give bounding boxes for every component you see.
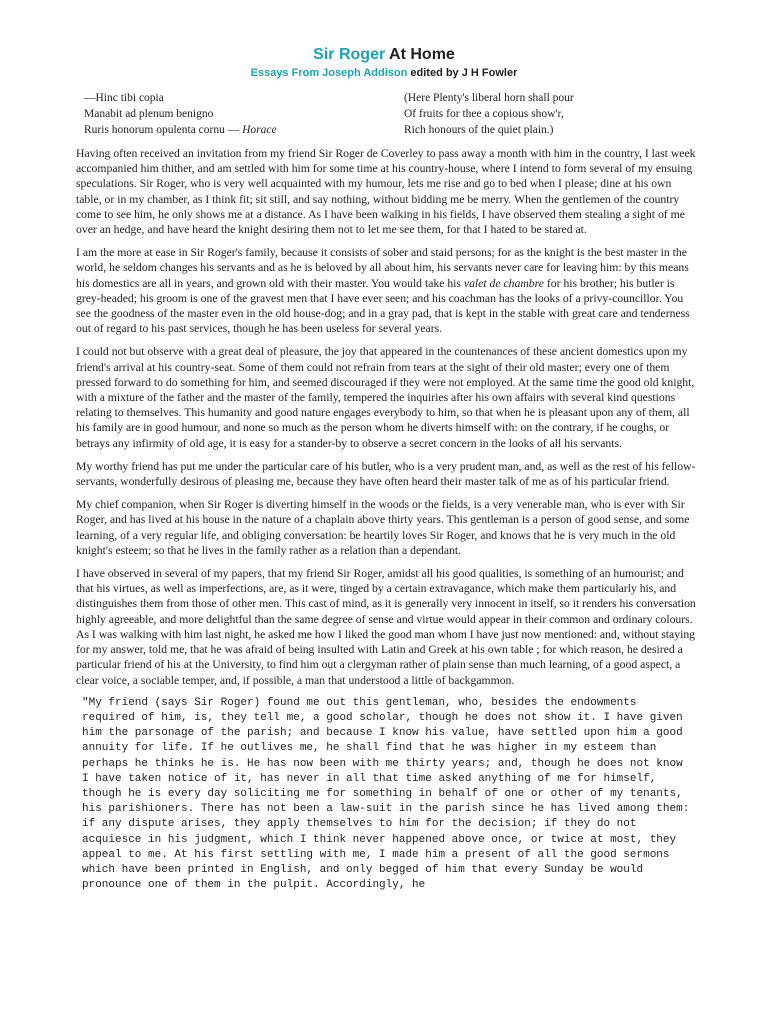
subtitle-accent: Essays From Joseph Addison xyxy=(250,67,408,79)
epigraph-author: Horace xyxy=(242,124,277,136)
epigraph-latin-line: —Hinc tibi copia xyxy=(84,92,164,104)
paragraph: My chief companion, when Sir Roger is diverting himself in the woods or the fields, is a very venerable man, who is ever with Sir Roger, and has lived at his house in the nature of a chaplain above thirty years. This gentleman is a person of good sense, and some learning, of a very regular life, and obliging conversation: be heartily loves Sir Roger, and knows that he is very much in the old knight's esteem; so that he lives in the family rather as a relation than a dependant. xyxy=(76,498,690,557)
epigraph-latin-line: Manabit ad plenum benigno xyxy=(84,108,214,120)
page-title xyxy=(0,46,768,64)
epigraph-latin xyxy=(84,90,277,138)
paragraph-text: for his brother; his butler is grey-headed; his groom is one of the gravest men that I have ever seen; and his coachman has the looks of a privy-councillor. You see the goodness of the master even in the old house-dog; and in a gray pad, that is kept in the stable with great care and tenderness out of regard to his past services, though he has been useless for several years. xyxy=(76,276,690,336)
essay-body xyxy=(76,146,696,893)
page-subtitle xyxy=(0,67,768,79)
epigraph-english-line: (Here Plenty's liberal horn shall pour xyxy=(404,92,574,104)
block-quote: "My friend (says Sir Roger) found me out this gentleman, who, besides the endowments required of him, is, they tell me, a good scholar, though he does not show it. I have given him the parsonage of the parish; and because I know his value, have settled upon him a good annuity for life. If he outlives me, he shall find that he was higher in my esteem than perhaps he thinks he is. He has now been with me thirty years; and, though he does not know I have taken notice of it, has never in all that time asked anything of me for himself, though he is every day soliciting me for something in behalf of one or other of my tenants, his parishioners. There has not been a law-suit in the parish since he has lived among them: if any dispute arises, they apply themselves to him for the decision; if they do not acquiesce in his judgment, which I think never happened above once, or twice at most, they appeal to me. At his first settling with me, I made him a present of all the good sermons which have been printed in English, and only begged of him that every Sunday be would pronounce one of them in the pulpit. Accordingly, he xyxy=(82,696,690,892)
subtitle-rest: edited by J H Fowler xyxy=(410,67,518,79)
paragraph: I have observed in several of my papers, that my friend Sir Roger, amidst all his good qualities, is something of an humourist; and that his virtues, as well as imperfections, are, as it were, tinged by a certain extravagance, which make them particularly his, and distinguishes them from those of other men. This cast of mind, as it is generally very innocent in itself, so it renders his conversation highly agreeable, and more delightful than the same degree of sense and virtue would appear in their common and ordinary colours. As I was walking with him last night, he asked me how I liked the good man whom I have just now mentioned: and, without staying for my answer, told me, that he was afraid of being insulted with Latin and Greek at his own table ; for which reason, he desired a particular friend of his at the University, to find him out a clergyman rather of plain sense than much learning, of a good aspect, a clear voice, a sociable temper, and, if possible, a man that understood a little of backgammon. xyxy=(76,567,696,687)
paragraph: Having often received an invitation from my friend Sir Roger de Coverley to pass away a month with him in the country, I last week accompanied him thither, and am settled with him for some time at his country-house, where I intend to form several of my ensuing speculations. Sir Roger, who is very well acquainted with my humour, lets me rise and go to bed when I please; dine at his own table, or in my chamber, as I think fit; sit still, and say nothing, without bidding me be merry. When the gentlemen of the country come to see him, he only shows me at a distance. As I have been walking in his fields, I have observed them stealing a sight of me over an hedge, and have heard the knight desiring them not to let me see them, for that I hated to be stared at. xyxy=(76,147,696,237)
paragraph xyxy=(76,245,696,336)
title-rest: At Home xyxy=(389,46,455,63)
epigraph-english-line: Rich honours of the quiet plain.) xyxy=(404,124,554,136)
paragraph: My worthy friend has put me under the particular care of his butler, who is a very prudent man, and, as well as the rest of his fellow-servants, wonderfully desirous of pleasing me, because they have often heard their master talk of me as of his particular friend. xyxy=(76,459,696,489)
epigraph-latin-line xyxy=(84,122,277,138)
title-accent: Sir Roger xyxy=(313,46,386,63)
epigraph-english xyxy=(404,90,574,138)
paragraph-text: I am the more at ease in Sir Roger's family, because it consists of sober and staid persons; for as the knight is the best master in the world, he seldom changes his servants and as he is beloved by all about him, his servants never care for leaving him: by this means his domestics are all in years, and grown old with their master. You would take his xyxy=(76,246,689,290)
epigraph-latin-text: Ruris honorum opulenta cornu — xyxy=(84,124,240,136)
epigraph-english-line: Of fruits for thee a copious show'r, xyxy=(404,108,564,120)
paragraph-italic: valet de chambre xyxy=(463,276,544,290)
paragraph: I could not but observe with a great deal of pleasure, the joy that appeared in the countenances of these ancient domestics upon my friend's arrival at his country-seat. Some of them could not refrain from tears at the sight of their old master; every one of them pressed forward to do something for him, and seemed discouraged if they were not employed. At the same time the good old knight, with a mixture of the father and the master of the family, tempered the inquiries after his own affairs with several kind questions relating to themselves. This humanity and good nature engages everybody to him, so that when he is pleasant upon any of them, all his family are in good humour, and none so much as the person whom he diverts himself with: on the contrary, if he coughs, or betrays any infirmity of old age, it is easy for a stander-by to observe a secret concern in the looks of all his servants. xyxy=(76,345,695,450)
